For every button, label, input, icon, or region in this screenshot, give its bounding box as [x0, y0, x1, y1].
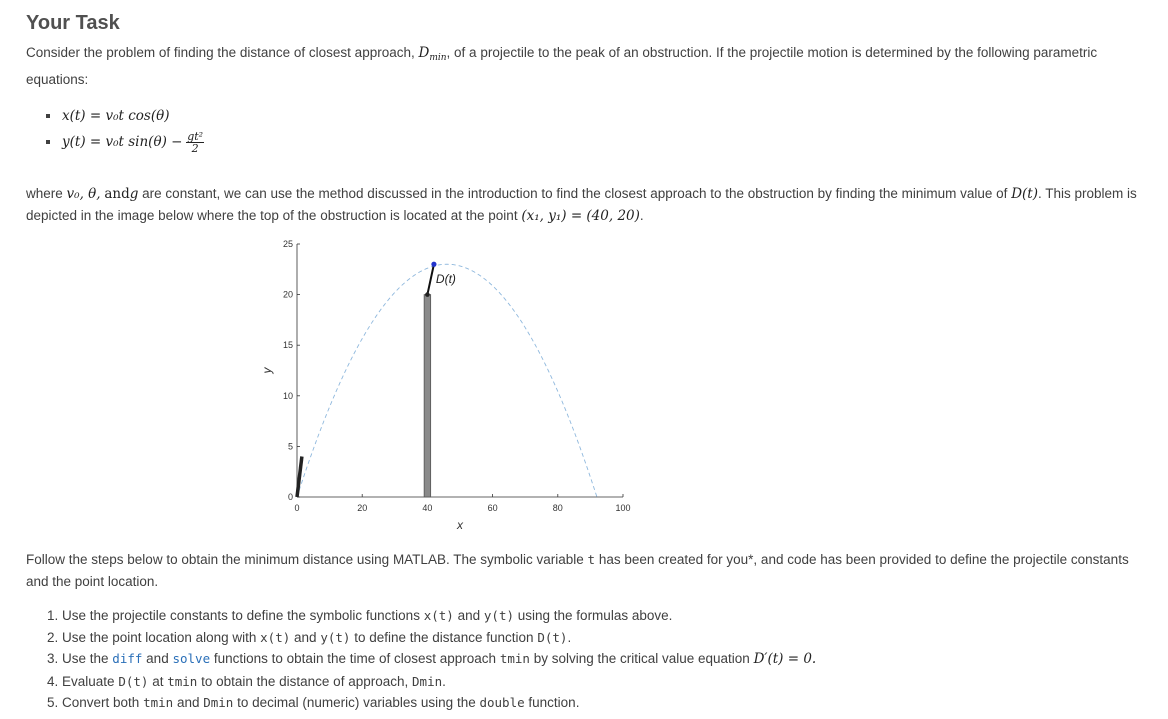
y-tick-label: 15: [282, 340, 293, 351]
x-tick-label: 100: [615, 503, 631, 513]
x-tick-label: 80: [552, 503, 563, 513]
closest-point: [431, 262, 436, 267]
obstruction-bar: [424, 295, 431, 497]
dmin-symbol: $D_{min}$: [418, 45, 447, 63]
where-paragraph: where v₀, θ, andg are constant, we can use the method discussed in the introduction to find the closest approach to the obstruction by finding the minimum value of D(t). This problem is depicted in the image below where the top of the obstruction is located at the point (x₁, y₁) = (40, 20).: [26, 186, 1137, 224]
task-content: [26, 10, 1146, 227]
x-tick-label: 40: [422, 503, 433, 513]
y-axis-label: y: [260, 367, 274, 374]
step-4: 4. Evaluate D(t) at tmin to obtain the distance of approach, Dmin.: [62, 671, 1146, 693]
step-1: 1. Use the projectile constants to define the symbolic functions x(t) and y(t) using the formulas above.: [62, 605, 1146, 627]
page-title: Your Task: [26, 12, 120, 34]
launcher: [297, 457, 302, 497]
distance-line: [427, 264, 434, 294]
diff-function-link[interactable]: diff: [112, 651, 143, 666]
intro-paragraph: Consider the problem of finding the distance of closest approach, $D_{min}$, of a projectile to the peak of an obstruction. If the projectile motion is determined by the following parametric equations:: [26, 45, 1098, 87]
distance-annotation: D(t): [435, 272, 456, 287]
step-list: [26, 605, 1146, 714]
x-axis-label: x: [457, 518, 463, 532]
steps-content: [26, 549, 1146, 714]
step-5: 5. Convert both tmin and Dmin to decimal (numeric) variables using the double function.: [62, 692, 1146, 714]
follow-paragraph: Follow the steps below to obtain the minimum distance using MATLAB. The symbolic variable t has been created for you*, and code has been provided to define the projectile constants and the point location.: [26, 552, 1129, 589]
solve-function-link[interactable]: solve: [172, 651, 211, 666]
y-tick-label: 10: [282, 390, 293, 401]
step-3: 3. Use the diff and solve functions to obtain the time of closest approach tmin by solving the critical value equation D′(t) = 0.: [62, 648, 1146, 671]
y-tick-label: 20: [282, 289, 293, 300]
y-tick-label: 5: [287, 441, 293, 452]
trajectory-figure: [250, 234, 640, 534]
equation-y: y(t) = v₀t sin(θ) − $\frac{\text{gt²}}{2}$: [62, 129, 1146, 155]
trajectory-curve: [297, 264, 597, 497]
equation-list: [26, 103, 1146, 155]
obstruction-peak-point: [425, 292, 430, 297]
x-tick-label: 0: [294, 503, 300, 513]
fraction: $\frac{\text{gt²}}{2}$: [187, 129, 204, 155]
y-tick-label: 25: [282, 239, 293, 249]
x-tick-label: 60: [487, 503, 498, 513]
equation-x: x(t) = v₀t cos(θ): [62, 103, 1146, 129]
y-tick-label: 0: [287, 492, 293, 502]
trajectory-chart: [250, 234, 640, 534]
step-2: 2. Use the point location along with x(t) and y(t) to define the distance function D(t).: [62, 627, 1146, 649]
x-tick-label: 20: [357, 503, 368, 513]
